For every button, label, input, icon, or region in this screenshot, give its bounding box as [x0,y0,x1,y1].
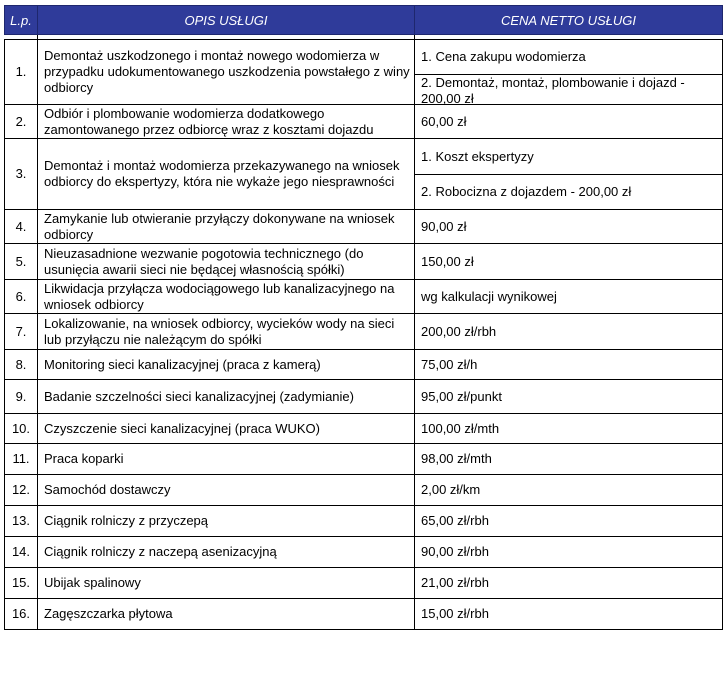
table-row [5,139,723,210]
service-price: 75,00 zł/h [415,350,723,380]
row-number: 1. [5,40,38,105]
table-row [5,599,723,630]
header-lp: L.p. [5,6,38,35]
row-number: 12. [5,475,38,506]
table-row [5,244,723,280]
row-number: 8. [5,350,38,380]
service-price: 90,00 zł/rbh [415,537,723,568]
service-description: Nieuzasadnione wezwanie pogotowia technicznego (do usunięcia awarii sieci nie będącej własnością spółki) [38,244,415,280]
service-price: 15,00 zł/rbh [415,599,723,630]
service-price: 2,00 zł/km [415,475,723,506]
price-table [4,5,723,630]
row-number: 3. [5,139,38,210]
row-number: 15. [5,568,38,599]
row-number: 14. [5,537,38,568]
table-row [5,210,723,244]
header-opis: OPIS USŁUGI [38,6,415,35]
row-number: 9. [5,380,38,414]
row-number: 2. [5,105,38,139]
service-description: Ubijak spalinowy [38,568,415,599]
service-price: 95,00 zł/punkt [415,380,723,414]
table-row [5,506,723,537]
service-description: Likwidacja przyłącza wodociągowego lub kanalizacyjnego na wniosek odbiorcy [38,280,415,314]
row-number: 13. [5,506,38,537]
service-description: Odbiór i plombowanie wodomierza dodatkowego zamontowanego przez odbiorcę wraz z kosztami dojazdu [38,105,415,139]
service-description: Praca koparki [38,444,415,475]
price-list [4,5,722,668]
service-price: 21,00 zł/rbh [415,568,723,599]
price-part-2: 2. Robocizna z dojazdem - 200,00 zł [421,184,632,199]
service-price: wg kalkulacji wynikowej [415,280,723,314]
service-price-split [415,40,723,105]
table-row [5,40,723,105]
service-price: 65,00 zł/rbh [415,506,723,537]
row-number: 10. [5,414,38,444]
service-price: 90,00 zł [415,210,723,244]
service-description: Zamykanie lub otwieranie przyłączy dokonywane na wniosek odbiorcy [38,210,415,244]
service-price: 60,00 zł [415,105,723,139]
service-price: 100,00 zł/mth [415,414,723,444]
table-row [5,380,723,414]
price-part-1: 1. Cena zakupu wodomierza [415,40,722,75]
table-row [5,568,723,599]
service-price-split [415,139,723,210]
row-number: 5. [5,244,38,280]
table-row [5,105,723,139]
service-price: 150,00 zł [415,244,723,280]
table-row [5,444,723,475]
service-description: Ciągnik rolniczy z naczepą asenizacyjną [38,537,415,568]
price-part-1: 1. Koszt ekspertyzy [415,139,722,175]
service-description: Badanie szczelności sieci kanalizacyjnej (zadymianie) [38,380,415,414]
header-cena: CENA NETTO USŁUGI [415,6,723,35]
table-row [5,414,723,444]
service-description: Lokalizowanie, na wniosek odbiorcy, wycieków wody na sieci lub przyłączu nie należącym do spółki [38,314,415,350]
table-row [5,280,723,314]
service-description: Ciągnik rolniczy z przyczepą [38,506,415,537]
service-description: Samochód dostawczy [38,475,415,506]
service-description: Monitoring sieci kanalizacyjnej (praca z kamerą) [38,350,415,380]
row-number: 6. [5,280,38,314]
service-description: Czyszczenie sieci kanalizacyjnej (praca WUKO) [38,414,415,444]
table-body [5,35,723,630]
table-row [5,475,723,506]
service-description: Demontaż uszkodzonego i montaż nowego wodomierza w przypadku udokumentowanego uszkodzenia powstałego z winy odbiorcy [38,40,415,105]
price-part-2: 2. Demontaż, montaż, plombowanie i dojazd - 200,00 zł [421,75,685,106]
table-header-row [5,6,723,35]
table-row [5,350,723,380]
service-description: Demontaż i montaż wodomierza przekazywanego na wniosek odbiorcy do ekspertyzy, która nie wykaże jego niesprawności [38,139,415,210]
row-number: 16. [5,599,38,630]
service-price: 98,00 zł/mth [415,444,723,475]
service-price: 200,00 zł/rbh [415,314,723,350]
row-number: 4. [5,210,38,244]
service-description: Zagęszczarka płytowa [38,599,415,630]
table-row [5,537,723,568]
table-row [5,314,723,350]
row-number: 11. [5,444,38,475]
row-number: 7. [5,314,38,350]
